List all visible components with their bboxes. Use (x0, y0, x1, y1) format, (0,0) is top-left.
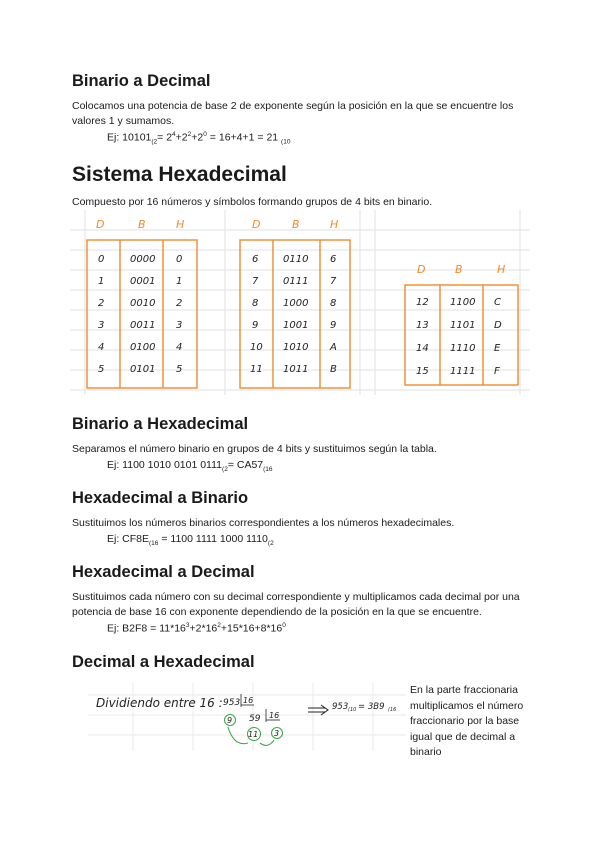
g3-h-0: C (494, 297, 501, 308)
g2-header-b: B (292, 218, 300, 231)
example-binario-decimal: Ej: $10101_{(2}= 2^4+2^2+2^0 = 16+4+1 = 21$ $_{(10}$ (107, 131, 291, 146)
remainder-1: 9 (227, 716, 233, 725)
g3-header-h: H (497, 263, 506, 276)
g2-h-0: 6 (330, 254, 337, 265)
g1-b-1: 0001 (130, 276, 156, 287)
g2-h-2: 8 (330, 298, 337, 309)
dividend: 953 (223, 698, 241, 708)
g3-h-2: E (494, 343, 501, 354)
g2-b-1: 0111 (283, 276, 309, 287)
result-right-value: = 3B9 (358, 702, 385, 712)
section-title-binario-hexadecimal: Binario a Hexadecimal (72, 415, 249, 433)
section-body-binario-decimal: Colocamos una potencia de base 2 de exponente según la posición en la que se encuentre los valores 1 y sumamos. (72, 100, 514, 127)
g1-h-5: 5 (176, 364, 183, 375)
g2-b-4: 1010 (283, 342, 309, 353)
section-body-binario-hexadecimal: Separamos el número binario en grupos de 4 bits y sustituimos según la tabla. (72, 443, 437, 455)
g3-header-b: B (455, 263, 463, 276)
g2-b-3: 1001 (283, 320, 309, 331)
section-body-hexadecimal-decimal: Sustituimos cada número con su decimal correspondiente y multiplicamos cada decimal por una potencia de base 16 con exponente dependiendo de la posición en la que se encuentre. (72, 591, 520, 618)
g2-header-h: H (330, 218, 339, 231)
g3-b-3: 1111 (450, 366, 476, 377)
g3-h-3: F (494, 366, 500, 377)
division-label: Dividiendo entre 16 : (96, 696, 223, 710)
hex-table-sketch (70, 210, 530, 395)
g1-b-4: 0100 (130, 342, 156, 353)
g3-d-3: 15 (416, 366, 429, 377)
section-title-hexadecimal-decimal: Hexadecimal a Decimal (72, 563, 255, 581)
section-body-hexadecimal-binario: Sustituimos los números binarios correspondientes a los números hexadecimales. (72, 517, 455, 529)
section-title-binario-decimal: Binario a Decimal (72, 72, 211, 90)
fraction-note: En la parte fraccionaria multiplicamos el número fraccionario por la base igual que de decimal a binario (410, 684, 524, 758)
result-right-base: (16 (388, 707, 397, 713)
section-title-hexadecimal-binario: Hexadecimal a Binario (72, 489, 249, 507)
quotient-1: 59 (249, 714, 261, 724)
g2-d-3: 9 (252, 320, 259, 331)
g2-header-d: D (252, 218, 261, 231)
section-title-sistema-hexadecimal: Sistema Hexadecimal (72, 163, 287, 186)
example-binario-hexadecimal: Ej: 1100 1010 0101 $0111_{(2}= CA57_{(16}$ (107, 459, 273, 474)
g2-h-5: B (330, 364, 337, 375)
g2-d-0: 6 (252, 254, 259, 265)
g2-d-2: 8 (252, 298, 259, 309)
g1-d-1: 1 (98, 276, 105, 287)
g2-d-5: 11 (250, 364, 263, 375)
g1-h-4: 4 (176, 342, 183, 353)
g3-d-0: 12 (416, 297, 429, 308)
g1-header-d: D (96, 218, 105, 231)
g2-h-1: 7 (330, 276, 337, 287)
g1-d-4: 4 (98, 342, 105, 353)
g1-h-1: 1 (176, 276, 183, 287)
section-title-decimal-hexadecimal: Decimal a Hexadecimal (72, 653, 255, 671)
remainder-2: 11 (248, 730, 259, 739)
g2-d-4: 10 (250, 342, 263, 353)
result-left-value: 953 (332, 702, 349, 712)
g1-header-h: H (176, 218, 185, 231)
g1-b-2: 0010 (130, 298, 156, 309)
g1-h-2: 2 (176, 298, 183, 309)
g3-b-0: 1100 (450, 297, 476, 308)
g1-d-2: 2 (98, 298, 105, 309)
g1-b-3: 0011 (130, 320, 156, 331)
g1-h-3: 3 (176, 320, 183, 331)
g1-d-0: 0 (98, 254, 105, 265)
g1-h-0: 0 (176, 254, 183, 265)
g1-b-5: 0101 (130, 364, 156, 375)
g2-d-1: 7 (252, 276, 259, 287)
example-hexadecimal-decimal: Ej: $B2F8 = 11*16^3+2*16^2+15*16+8*16^0$ (107, 622, 286, 635)
divisor-1: 16 (243, 696, 254, 705)
g2-b-0: 0110 (283, 254, 309, 265)
g1-d-5: 5 (98, 364, 105, 375)
g3-b-1: 1101 (450, 320, 476, 331)
g3-d-2: 14 (416, 343, 429, 354)
g2-h-3: 9 (330, 320, 337, 331)
g3-d-1: 13 (416, 320, 429, 331)
divisor-2: 16 (269, 711, 280, 720)
g2-h-4: A (330, 342, 337, 353)
section-body-sistema-hexadecimal: Compuesto por 16 números y símbolos formando grupos de 4 bits en binario. (72, 196, 433, 208)
g1-d-3: 3 (98, 320, 105, 331)
result-left-base: (10 (348, 707, 357, 713)
g3-header-d: D (417, 263, 426, 276)
g1-header-b: B (138, 218, 146, 231)
g3-h-1: D (494, 320, 502, 331)
example-hexadecimal-binario: Ej: $CF8E_{(16} = 1100$ 1111 1000 $1110_{(2}$ (107, 533, 274, 548)
g2-b-2: 1000 (283, 298, 309, 309)
g3-b-2: 1110 (450, 343, 476, 354)
division-sketch (88, 683, 406, 751)
quotient-2: 3 (274, 729, 280, 738)
g1-b-0: 0000 (130, 254, 156, 265)
g2-b-5: 1011 (283, 364, 309, 375)
